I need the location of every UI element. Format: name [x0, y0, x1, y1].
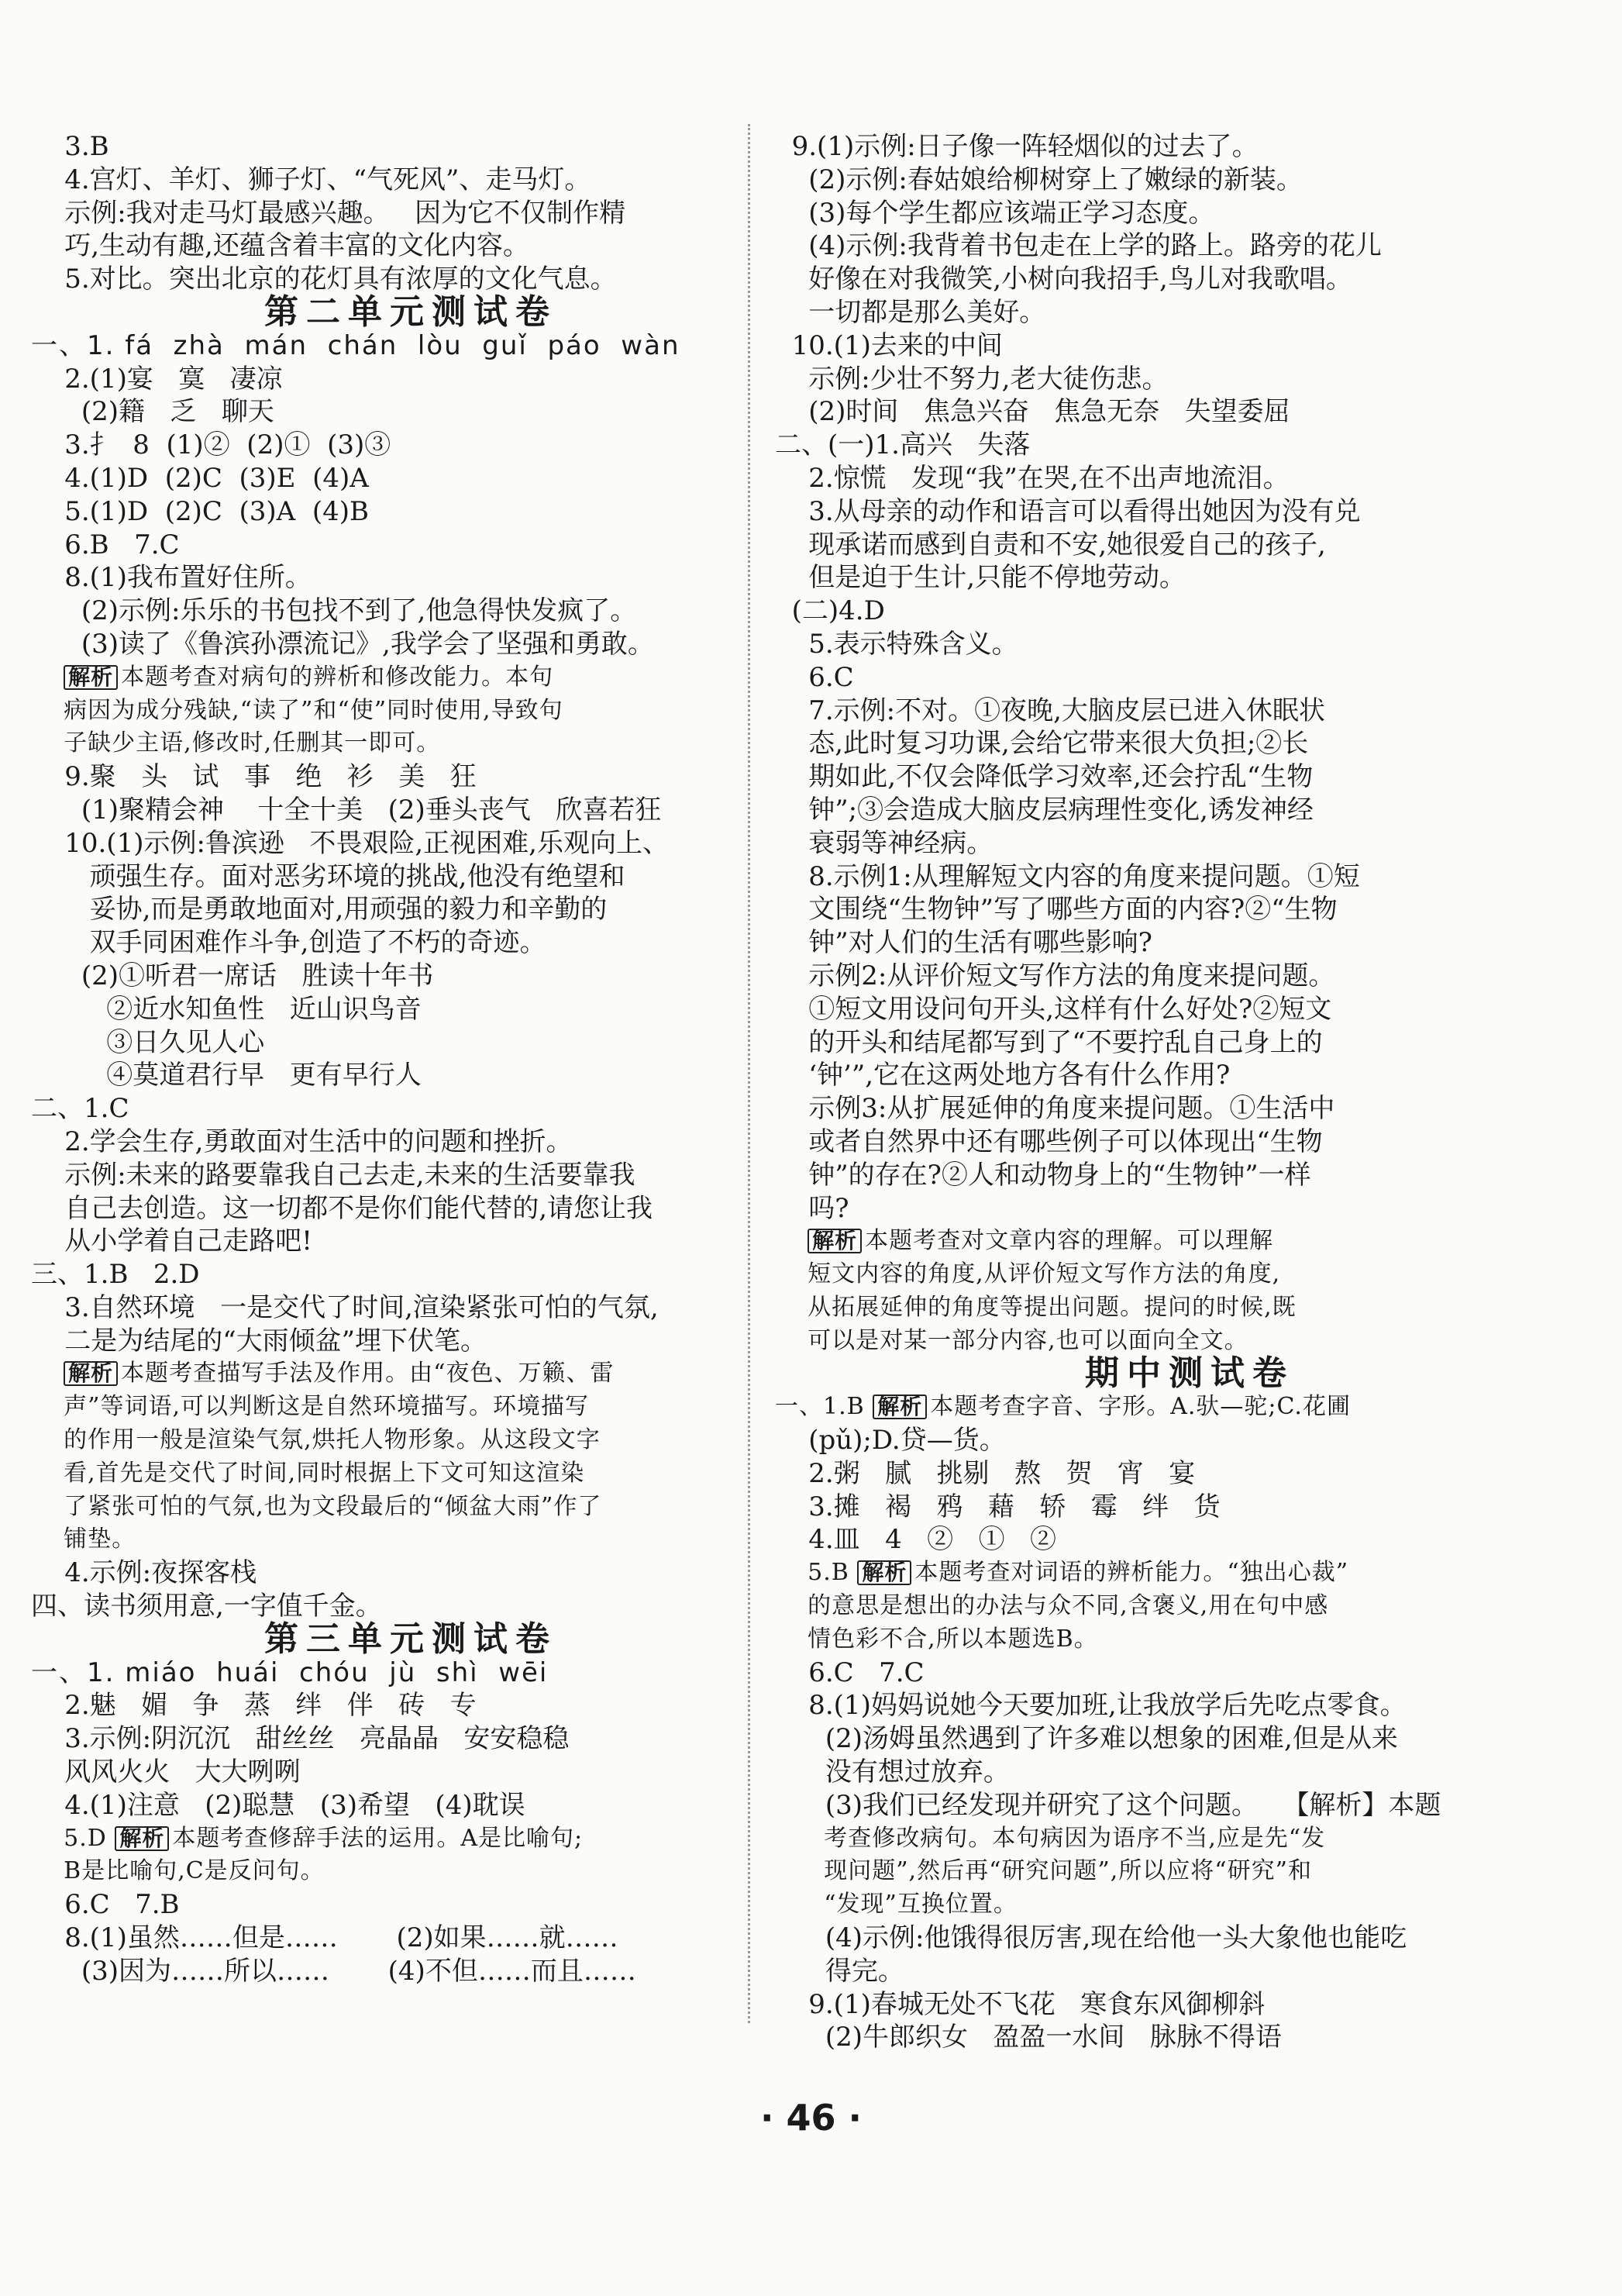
analysis-line: 铺垫。 — [31, 1525, 136, 1553]
analysis-line: 考查修改病句。本句病因为语序不当,应是先“发 — [775, 1824, 1326, 1852]
answer-line: 4.示例:夜探客栈 — [31, 1557, 257, 1589]
analysis-text: 本题考查描写手法及作用。由“夜色、万籁、雷 — [121, 1360, 615, 1388]
analysis-line — [775, 1557, 1573, 1590]
answer-line: 2.粥 腻 挑剔 熬 贺 宵 宴 — [775, 1457, 1196, 1489]
answer-line: 3.从母亲的动作和语言可以看得出她因为没有兑 — [775, 495, 1361, 527]
analysis-line: 了紧张可怕的气氛,也为文段最后的“倾盆大雨”作了 — [31, 1492, 602, 1520]
answer-line: 6.B 7.C — [31, 529, 180, 560]
answer-line: 8.(1)我布置好住所。 — [31, 562, 312, 594]
answer-line: 3.示例:阴沉沉 甜丝丝 亮晶晶 安安稳稳 — [31, 1723, 570, 1755]
analysis-line — [775, 1391, 1573, 1424]
page-number: · 46 · — [760, 2097, 862, 2139]
answer-line: 2.魅 媚 争 蒸 绊 伴 砖 专 — [31, 1690, 477, 1722]
answer-line: (二)4.D — [775, 595, 885, 627]
analysis-line: 的意思是想出的办法与众不同,含褒义,用在句中感 — [775, 1592, 1329, 1620]
right-column — [775, 130, 1573, 2054]
answer-line: 3.B — [31, 131, 109, 162]
analysis-tag: 解析 — [857, 1560, 911, 1585]
answer-line: (2)示例:春姑娘给柳树穿上了嫩绿的新装。 — [775, 164, 1303, 195]
analysis-tag: 解析 — [64, 665, 118, 690]
analysis-text: 本题考查对文章内容的理解。可以理解 — [865, 1227, 1274, 1255]
answer-line: 5.对比。突出北京的花灯具有浓厚的文化气息。 — [31, 264, 617, 295]
section-heading: 第二单元测试卷 — [264, 291, 557, 332]
answer-line: 6.C 7.C — [775, 1656, 925, 1688]
answer-line: 示例:我对走马灯最感兴趣。 因为它不仅制作精 — [31, 197, 626, 229]
answer-line: (2)汤姆虽然遇到了许多难以想象的困难,但是从来 — [775, 1723, 1398, 1755]
answer-line: (2)时间 焦急兴奋 焦急无奈 失望委屈 — [775, 396, 1290, 428]
answer-prefix — [775, 1227, 808, 1254]
analysis-line — [31, 661, 759, 695]
answer-line: 3.摊 褐 鸦 藉 轿 霉 绊 货 — [775, 1491, 1221, 1522]
answer-line: 从小学着自己走路吧! — [31, 1226, 312, 1257]
answer-prefix — [31, 1360, 64, 1387]
answer-line: 或者自然界中还有哪些例子可以体现出“生物 — [775, 1126, 1323, 1157]
answer-line: 10.(1)示例:鲁滨逊 不畏艰险,正视困难,乐观向上、 — [31, 827, 669, 859]
analysis-line — [775, 1225, 1573, 1258]
answer-line: 5.表示特殊含义。 — [775, 628, 1018, 660]
answer-line: 5.(1)D (2)C (3)A (4)B — [31, 495, 369, 527]
answer-line: 期如此,不仅会降低学习效率,还会拧乱“生物 — [775, 761, 1314, 793]
analysis-line: 现问题”,然后再“研究问题”,所以应将“研究”和 — [775, 1857, 1312, 1885]
answer-line: ①短文用设问句开头,这样有什么好处?②短文 — [775, 993, 1332, 1025]
analysis-line: 从拓展延伸的角度等提出问题。提问的时候,既 — [775, 1293, 1297, 1321]
answer-line: 10.(1)去来的中间 — [775, 329, 1003, 361]
answer-line: 文围绕“生物钟”写了哪些方面的内容?②“生物 — [775, 894, 1338, 926]
answer-line: ‘钟’”,它在这两处地方各有什么作用? — [775, 1060, 1231, 1091]
answer-prefix: 5.D — [31, 1824, 115, 1852]
answer-line: 自己去创造。这一切都不是你们能代替的,请您让我 — [31, 1192, 653, 1224]
analysis-tag: 解析 — [64, 1361, 118, 1386]
answer-line: (3)读了《鲁滨孙漂流记》,我学会了坚强和勇敢。 — [31, 628, 654, 660]
answer-line: 8.示例1:从理解短文内容的角度来提问题。①短 — [775, 860, 1360, 892]
answer-line: 二是为结尾的“大雨倾盆”埋下伏笔。 — [31, 1325, 487, 1357]
answer-line: (pǔ);D.贷—货。 — [775, 1425, 1006, 1457]
analysis-tag: 解析 — [808, 1229, 862, 1253]
answer-line: 态,此时复习功课,会给它带来很大负担;②长 — [775, 728, 1309, 760]
answer-line: (2)牛郎织女 盈盈一水间 脉脉不得语 — [775, 2022, 1282, 2053]
answer-line: 好像在对我微笑,小树向我招手,鸟儿对我歌唱。 — [775, 264, 1352, 295]
answer-line: 三、1.B 2.D — [31, 1259, 200, 1291]
answer-line: (3)因为……所以…… (4)不但……而且…… — [31, 1955, 636, 1987]
answer-line: 吗? — [775, 1192, 849, 1224]
answer-line: 9.(1)春城无处不飞花 寒食东风御柳斜 — [775, 1988, 1266, 2020]
analysis-line: 子缺少主语,修改时,任删其一即可。 — [31, 729, 441, 757]
answer-line: 风风火火 大大咧咧 — [31, 1756, 301, 1788]
answer-line: ③日久见人心 — [31, 1026, 265, 1058]
answer-line: 得完。 — [775, 1955, 904, 1987]
answer-prefix: 5.B — [775, 1559, 858, 1587]
left-column — [31, 130, 759, 1988]
answer-line: (3)每个学生都应该端正学习态度。 — [775, 197, 1215, 229]
analysis-line: 的作用一般是渲染气氛,烘托人物形象。从这段文字 — [31, 1426, 601, 1454]
pinyin-line: 一、1. fá zhà mán chán lòu guǐ páo wàn — [31, 329, 680, 361]
answer-line: 7.示例:不对。①夜晚,大脑皮层已进入休眠状 — [775, 695, 1325, 726]
analysis-line — [31, 1822, 759, 1856]
analysis-line: 可以是对某一部分内容,也可以面向全文。 — [775, 1326, 1248, 1354]
answer-line: 8.(1)妈妈说她今天要加班,让我放学后先吃点零食。 — [775, 1690, 1407, 1722]
answer-line: 2.学会生存,勇敢面对生活中的问题和挫折。 — [31, 1126, 573, 1157]
analysis-line: 短文内容的角度,从评价短文写作方法的角度, — [775, 1260, 1281, 1288]
analysis-line — [31, 1357, 759, 1391]
answer-line: 示例:少壮不努力,老大徒伤悲。 — [775, 363, 1169, 395]
answer-line: 妥协,而是勇敢地面对,用顽强的毅力和辛勤的 — [31, 894, 608, 926]
answer-line: 8.(1)虽然……但是…… (2)如果……就…… — [31, 1922, 618, 1954]
answer-line: 双手同困难作斗争,创造了不朽的奇迹。 — [31, 927, 546, 959]
answer-line: 二、(一)1.高兴 失落 — [775, 429, 1031, 461]
analysis-text: 本题考查修辞手法的运用。A是比喻句; — [172, 1824, 584, 1852]
answer-line: 示例3:从扩展延伸的角度来提问题。①生活中 — [775, 1093, 1335, 1125]
section-heading: 期中测试卷 — [1085, 1353, 1294, 1394]
answer-line: (4)示例:我背着书包走在上学的路上。路旁的花儿 — [775, 230, 1382, 262]
answer-line: (3)我们已经发现并研究了这个问题。 【解析】本题 — [775, 1789, 1441, 1821]
answer-line: 4.(1)注意 (2)聪慧 (3)希望 (4)耽误 — [31, 1789, 525, 1821]
answer-line: 一切都是那么美好。 — [775, 296, 1046, 328]
answer-line: (1)聚精会神 十全十美 (2)垂头丧气 欣喜若狂 — [31, 794, 662, 826]
analysis-tag: 解析 — [873, 1394, 927, 1419]
answer-line: ④莫道君行早 更有早行人 — [31, 1060, 422, 1091]
analysis-line: 情色彩不合,所以本题选B。 — [775, 1625, 1098, 1653]
analysis-tag: 解析 — [115, 1826, 169, 1851]
answer-line: 2.惊慌 发现“我”在哭,在不出声地流泪。 — [775, 462, 1290, 494]
analysis-text: 本题考查对词语的辨析能力。“独出心裁” — [914, 1559, 1349, 1587]
answer-line: 3.自然环境 一是交代了时间,渲染紧张可怕的气氛, — [31, 1291, 659, 1323]
answer-line: 4.皿 4 ② ① ② — [775, 1524, 1056, 1556]
answer-prefix — [31, 664, 64, 691]
answer-line: 钟”对人们的生活有哪些影响? — [775, 927, 1152, 959]
answer-line: 3.扌 8 (1)② (2)① (3)③ — [31, 429, 391, 461]
answer-line: 顽强生存。面对恶劣环境的挑战,他没有绝望和 — [31, 860, 625, 892]
answer-line: 钟”的存在?②人和动物身上的“生物钟”一样 — [775, 1159, 1311, 1191]
answer-line: 示例:未来的路要靠我自己去走,未来的生活要靠我 — [31, 1159, 635, 1191]
answer-line: 没有想过放弃。 — [775, 1756, 1010, 1788]
answer-prefix: 一、1.B — [775, 1393, 873, 1421]
answer-line: 二、1.C — [31, 1093, 129, 1125]
answer-line: (4)示例:他饿得很厉害,现在给他一头大象他也能吃 — [775, 1922, 1407, 1954]
answer-line: 现承诺而感到自责和不安,她很爱自己的孩子, — [775, 529, 1326, 560]
analysis-line: 看,首先是交代了时间,同时根据上下文可知这渲染 — [31, 1459, 585, 1487]
answer-line: 6.C 7.B — [31, 1889, 180, 1921]
answer-line: 6.C — [775, 661, 854, 693]
analysis-line: B是比喻句,C是反问句。 — [31, 1857, 325, 1885]
analysis-text: 本题考查对病句的辨析和修改能力。本句 — [121, 663, 554, 691]
answer-line: ②近水知鱼性 近山识鸟音 — [31, 993, 422, 1025]
analysis-text: 本题考查字音、字形。A.驮—驼;C.花圃 — [930, 1393, 1351, 1421]
answer-line: 2.(1)宴 寞 凄凉 — [31, 363, 283, 395]
answer-line: 但是迫于生计,只能不停地劳动。 — [775, 562, 1186, 594]
analysis-line: 病因为成分残缺,“读了”和“使”同时使用,导致句 — [31, 696, 563, 724]
answer-line: 9.聚 头 试 事 绝 衫 美 狂 — [31, 761, 477, 793]
answer-line: 四、读书须用意,一字值千金。 — [31, 1591, 382, 1622]
answer-line: 衰弱等神经病。 — [775, 827, 994, 859]
answer-line: 的开头和结尾都写到了“不要拧乱自己身上的 — [775, 1026, 1323, 1058]
answer-line: 巧,生动有趣,还蕴含着丰富的文化内容。 — [31, 230, 529, 262]
answer-line: (2)示例:乐乐的书包找不到了,他急得快发疯了。 — [31, 595, 637, 627]
section-heading: 第三单元测试卷 — [264, 1619, 557, 1659]
analysis-line: “发现”互换位置。 — [775, 1891, 1018, 1919]
analysis-line: 声”等词语,可以判断这是自然环境描写。环境描写 — [31, 1393, 590, 1421]
answer-line: 示例2:从评价短文写作方法的角度来提问题。 — [775, 960, 1335, 991]
answer-line: 4.宫灯、羊灯、狮子灯、“气死风”、走马灯。 — [31, 164, 591, 195]
answer-line: (2)①听君一席话 胜读十年书 — [31, 960, 434, 991]
answer-line: (2)籍 乏 聊天 — [31, 396, 274, 428]
answer-line: 4.(1)D (2)C (3)E (4)A — [31, 462, 369, 494]
answer-line: 9.(1)示例:日子像一阵轻烟似的过去了。 — [775, 131, 1259, 162]
answer-line: 钟”;③会造成大脑皮层病理性变化,诱发神经 — [775, 794, 1314, 826]
pinyin-line: 一、1. miáo huái chóu jù shì wēi — [31, 1656, 549, 1688]
